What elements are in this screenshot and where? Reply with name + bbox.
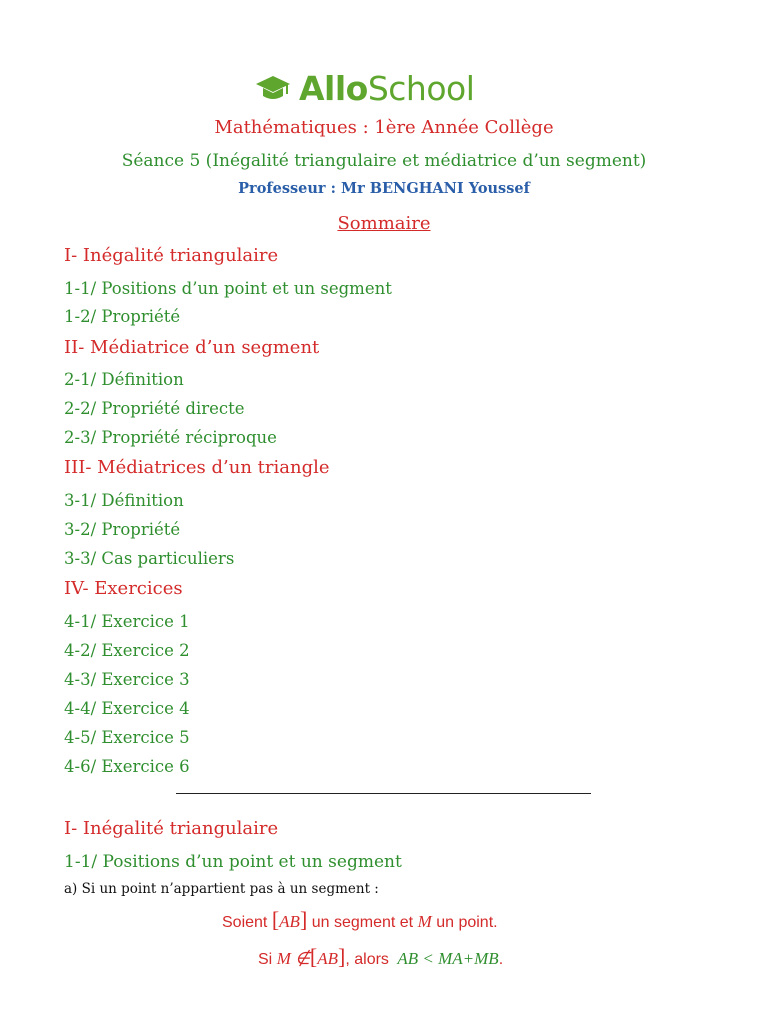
formula-line-1 [222, 907, 498, 933]
subsection-heading: 1-1/ Positions d’un point et un segment [64, 852, 402, 872]
summary-item: 1-2/ Propriété [64, 307, 181, 326]
formula-dot: . [498, 951, 504, 968]
section-heading: I- Inégalité triangulaire [64, 818, 279, 839]
bracket-close: ] [338, 944, 346, 969]
summary-item: 4-4/ Exercice 4 [64, 699, 190, 718]
summary-item: 3-3/ Cas particuliers [64, 549, 235, 568]
point-name: M [417, 912, 432, 931]
summary-item: 2-1/ Définition [64, 370, 184, 389]
separator-line [176, 793, 591, 794]
segment-name: AB [279, 912, 300, 931]
summary-item: 1-1/ Positions d’un point et un segment [64, 279, 392, 298]
summary-item: 4-3/ Exercice 3 [64, 670, 190, 689]
bracket-open: [ [309, 944, 318, 969]
formula-line-2 [258, 944, 503, 970]
brand-name: AlloSchool [299, 68, 475, 108]
summary-item: 2-3/ Propriété réciproque [64, 428, 277, 447]
professor-line: Professeur : Mr BENGHANI Youssef [238, 180, 530, 197]
summary-item: 4-6/ Exercice 6 [64, 757, 190, 776]
summary-title: Sommaire [337, 213, 431, 234]
summary-item: 4-1/ Exercice 1 [64, 612, 190, 631]
graduation-cap-icon [255, 73, 291, 103]
session-title: Séance 5 (Inégalité triangulaire et médiatrice d’un segment) [121, 151, 647, 171]
inequality: AB < MA+MB [397, 949, 499, 968]
subject-title: Mathématiques : 1ère Année Collège [214, 117, 554, 138]
formula-word: Si [258, 951, 273, 968]
formula-word: un point. [436, 914, 498, 931]
summary-item: 3-2/ Propriété [64, 520, 181, 539]
alloschool-logo [255, 66, 474, 110]
summary-section-heading: II- Médiatrice d’un segment [64, 337, 320, 358]
formula-word: , alors [345, 951, 389, 968]
bracket-close: ] [299, 907, 308, 932]
bracket-open: [ [271, 907, 280, 932]
formula-word: Soient [222, 914, 268, 931]
formula-word: un segment et [311, 914, 414, 931]
summary-item: 4-2/ Exercice 2 [64, 641, 190, 660]
summary-section-heading: III- Médiatrices d’un triangle [64, 457, 330, 478]
summary-item: 4-5/ Exercice 5 [64, 728, 190, 747]
summary-item: 3-1/ Définition [64, 491, 184, 510]
summary-section-heading: I- Inégalité triangulaire [64, 245, 279, 266]
summary-item: 2-2/ Propriété directe [64, 399, 245, 418]
summary-section-heading: IV- Exercices [64, 578, 183, 599]
intro-text: a) Si un point n’appartient pas à un segment : [64, 881, 379, 897]
segment-name: AB [317, 949, 339, 968]
not-in-expression: M ∉ [276, 949, 310, 968]
